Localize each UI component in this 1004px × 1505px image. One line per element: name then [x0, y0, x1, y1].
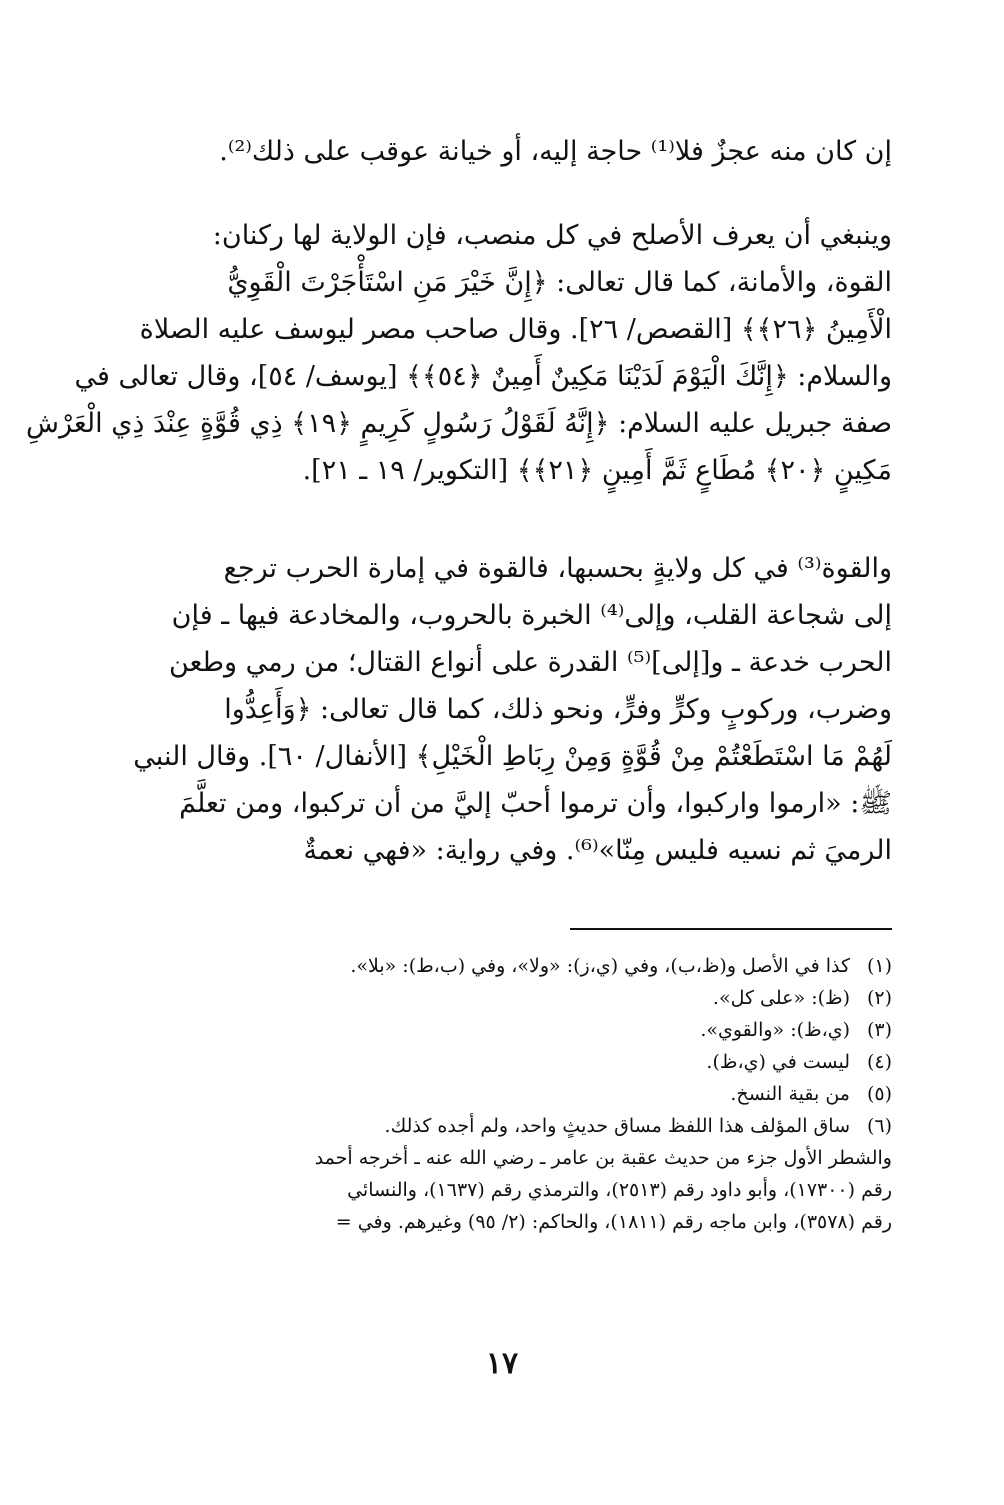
- page-number: ١٧: [485, 1346, 519, 1381]
- text-line: والسلام: ﴿إِنَّكَ الْيَوْمَ لَدَيْنَا مَكِينٌ أَمِينٌ ﴿٥٤﴾﴾ [يوسف/ ٥٤]، وقال تعالى في: [74, 361, 892, 392]
- footnote-number: (٤): [866, 1051, 892, 1073]
- footnote-2: [112, 982, 892, 1014]
- footnotes: [112, 950, 892, 1238]
- paragraph-3: [112, 545, 892, 874]
- text-line: وينبغي أن يعرف الأصلح في كل منصب، فإن الولاية لها ركنان:: [212, 220, 892, 251]
- footnote-text: (ظ): «على كل».: [712, 987, 850, 1009]
- footnote-number: (١): [866, 955, 892, 977]
- paragraph-1: [112, 128, 892, 175]
- text-line: مَكِينٍ ﴿٢٠﴾ مُطَاعٍ ثَمَّ أَمِينٍ ﴿٢١﴾﴾ [التكوير/ ١٩ ـ ٢١].: [302, 455, 892, 486]
- footnote-text: من بقية النسخ.: [730, 1083, 850, 1105]
- footnote-continuation-line: رقم (١٧٣٠٠)، وأبو داود رقم (٢٥١٣)، والترمذي رقم (١٦٣٧)، والنسائي: [347, 1179, 892, 1201]
- footnote-1: [112, 950, 892, 982]
- footnote-number: (٣): [866, 1019, 892, 1041]
- text-line: وضرب، وركوبٍ وكرٍّ وفرٍّ، ونحو ذلك، كما قال تعالى: ﴿وَأَعِدُّوا: [224, 694, 892, 725]
- footnote-text: ساق المؤلف هذا اللفظ مساق حديثٍ واحد، ولم أجده كذلك.: [384, 1115, 850, 1137]
- footnote-continuation-line: رقم (٣٥٧٨)، وابن ماجه رقم (١٨١١)، والحاكم: (٢/ ٩٥) وغيرهم. وفي =: [335, 1211, 892, 1233]
- footnote-text: ليست في (ي،ظ).: [706, 1051, 850, 1073]
- paragraph-2: [26, 212, 892, 494]
- footnote-6: [112, 1110, 892, 1142]
- footnote-number: (٥): [866, 1083, 892, 1105]
- footnote-text: (ي،ظ): «والقوي».: [700, 1019, 850, 1041]
- footnote-number: (٢): [866, 987, 892, 1009]
- text-line: والقوة⁽³⁾ في كل ولايةٍ بحسبها، فالقوة في إمارة الحرب ترجع: [223, 553, 892, 584]
- footnote-4: [112, 1046, 892, 1078]
- footnote-number: (٦): [866, 1115, 892, 1137]
- text-line: الْأَمِينُ ﴿٢٦﴾﴾ [القصص/ ٢٦]. وقال صاحب مصر ليوسف عليه الصلاة: [139, 314, 892, 345]
- footnote-continuation-line: والشطر الأول جزء من حديث عقبة بن عامر ـ رضي الله عنه ـ أخرجه أحمد: [314, 1147, 892, 1169]
- text-line: صفة جبريل عليه السلام: ﴿إِنَّهُ لَقَوْلُ رَسُولٍ كَرِيمٍ ﴿١٩﴾ ذِي قُوَّةٍ عِنْدَ ذِي الْعَرْشِ: [26, 408, 892, 439]
- footnote-divider: [570, 928, 892, 930]
- text-line: ﷺ: «ارموا واركبوا، وأن ترموا أحبّ إليَّ من أن تركبوا، ومن تعلَّمَ: [179, 788, 892, 819]
- text-line: القوة، والأمانة، كما قال تعالى: ﴿إِنَّ خَيْرَ مَنِ اسْتَأْجَرْتَ الْقَوِيُّ: [227, 267, 892, 298]
- footnote-3: [112, 1014, 892, 1046]
- text-line: إن كان منه عجزٌ فلا⁽¹⁾ حاجة إليه، أو خيانة عوقب على ذلك⁽²⁾.: [219, 136, 892, 167]
- footnote-5: [112, 1078, 892, 1110]
- text-line: الرميَ ثم نسيه فليس مِنّا»⁽⁶⁾. وفي رواية: «فهي نعمةٌ: [303, 835, 892, 866]
- text-line: إلى شجاعة القلب، وإلى⁽⁴⁾ الخبرة بالحروب، والمخادعة فيها ـ فإن: [171, 600, 892, 631]
- text-line: لَهُمْ مَا اسْتَطَعْتُمْ مِنْ قُوَّةٍ وَمِنْ رِبَاطِ الْخَيْلِ﴾ [الأنفال/ ٦٠]. وقال النبي: [133, 741, 892, 772]
- footnote-text: كذا في الأصل و(ظ،ب)، وفي (ي،ز): «ولا»، وفي (ب،ط): «بلا».: [350, 955, 850, 977]
- text-line: الحرب خدعة ـ و[إلى]⁽⁵⁾ القدرة على أنواع القتال؛ من رمي وطعن: [168, 647, 892, 678]
